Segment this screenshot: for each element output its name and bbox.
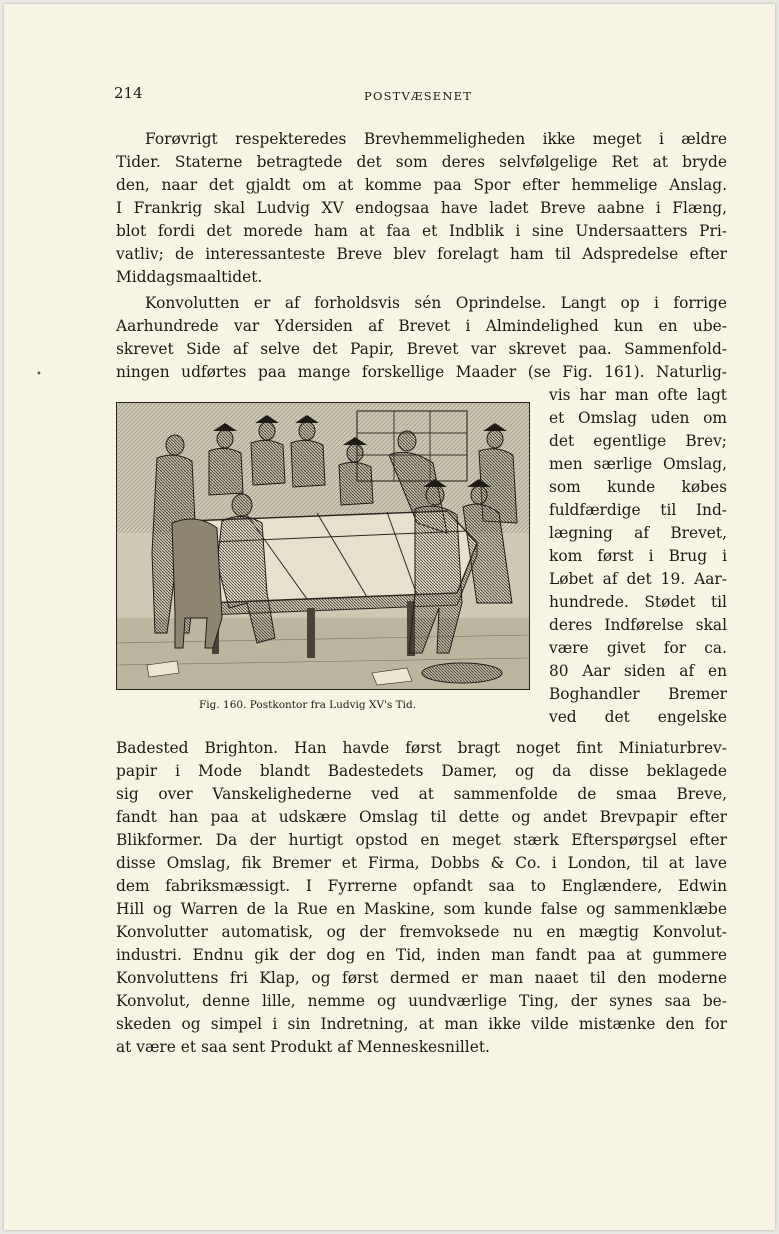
text-line: et Omslag uden om — [549, 409, 727, 427]
text-line: Hill og Warren de la Rue en Maskine, som kunde false og sammenklæbe — [116, 900, 727, 918]
text-line: skeden og simpel i sin Indretning, at man ikke vilde mistænke den for — [116, 1015, 727, 1033]
text-line: lægning af Brevet, — [549, 524, 727, 542]
text-line: Løbet af det 19. Aar- — [549, 570, 727, 588]
running-title: POSTVÆSENET — [364, 89, 473, 103]
post-office-engraving-icon — [117, 403, 529, 689]
text-line: Badested Brighton. Han havde først bragt noget fint Miniaturbrev- — [116, 739, 727, 757]
text-line: vis har man ofte lagt — [549, 386, 727, 404]
text-line: Konvolutter automatisk, og der fremvoksede nu en mægtig Konvolut- — [116, 923, 727, 941]
text-line: men særlige Omslag, — [549, 455, 727, 473]
text-line: Blikformer. Da der hurtigt opstod en meget stærk Efterspørgsel efter — [116, 831, 727, 849]
text-line: industri. Endnu gik der dog en Tid, inden man fandt paa at gummere — [116, 946, 727, 964]
text-line: 80 Aar siden af en — [549, 662, 727, 680]
figure-caption: Fig. 160. Postkontor fra Ludvig XV's Tid. — [199, 699, 417, 711]
text-line: sig over Vanskelighederne ved at sammenfolde de smaa Breve, — [116, 785, 727, 803]
text-line: papir i Mode blandt Badestedets Damer, og da disse beklagede — [116, 762, 727, 780]
engraving-illustration — [116, 402, 530, 690]
text-line: dem fabriksmæssigt. I Fyrrerne opfandt saa to Englændere, Edwin — [116, 877, 727, 895]
book-page — [4, 4, 775, 1230]
page-number: 214 — [114, 84, 143, 102]
text-line: at være et saa sent Produkt af Menneskesnillet. — [116, 1038, 490, 1056]
text-line: Middagsmaaltidet. — [116, 268, 263, 286]
margin-speck: • — [36, 369, 42, 380]
text-line: skrevet Side af selve det Papir, Brevet var skrevet paa. Sammenfold- — [116, 340, 727, 358]
text-line: fuldfærdige til Ind- — [549, 501, 727, 519]
text-line: Forøvrigt respekteredes Brevhemmeligheden ikke meget i ældre — [145, 130, 727, 148]
text-line: Aarhundrede var Ydersiden af Brevet i Almindelighed kun en ube- — [116, 317, 727, 335]
text-line: den, naar det gjaldt om at komme paa Spor efter hemmelige Anslag. — [116, 176, 727, 194]
text-line: som kunde købes — [549, 478, 727, 496]
text-line: kom først i Brug i — [549, 547, 727, 565]
text-line: være givet for ca. — [549, 639, 727, 657]
text-line: Tider. Staterne betragtede det som deres selvfølgelige Ret at bryde — [116, 153, 727, 171]
text-line: ved det engelske — [549, 708, 727, 726]
text-line: Konvolutten er af forholdsvis sén Oprindelse. Langt op i forrige — [145, 294, 727, 312]
text-line: det egentlige Brev; — [549, 432, 727, 450]
text-line: vatliv; de interessanteste Breve blev forelagt ham til Adspredelse efter — [116, 245, 727, 263]
text-line: ningen udførtes paa mange forskellige Maader (se Fig. 161). Naturlig- — [116, 363, 727, 381]
text-line: disse Omslag, fik Bremer et Firma, Dobbs & Co. i London, til at lave — [116, 854, 727, 872]
text-line: blot fordi det morede ham at faa et Indblik i sine Undersaatters Pri- — [116, 222, 727, 240]
text-line: Konvolut, denne lille, nemme og uundværlige Ting, der synes saa be- — [116, 992, 727, 1010]
text-line: deres Indførelse skal — [549, 616, 727, 634]
text-line: fandt han paa at udskære Omslag til dette og andet Brevpapir efter — [116, 808, 727, 826]
text-line: I Frankrig skal Ludvig XV endogsaa have ladet Breve aabne i Flæng, — [116, 199, 727, 217]
text-line: Konvoluttens fri Klap, og først dermed er man naaet til den moderne — [116, 969, 727, 987]
text-line: Boghandler Bremer — [549, 685, 727, 703]
text-line: hundrede. Stødet til — [549, 593, 727, 611]
